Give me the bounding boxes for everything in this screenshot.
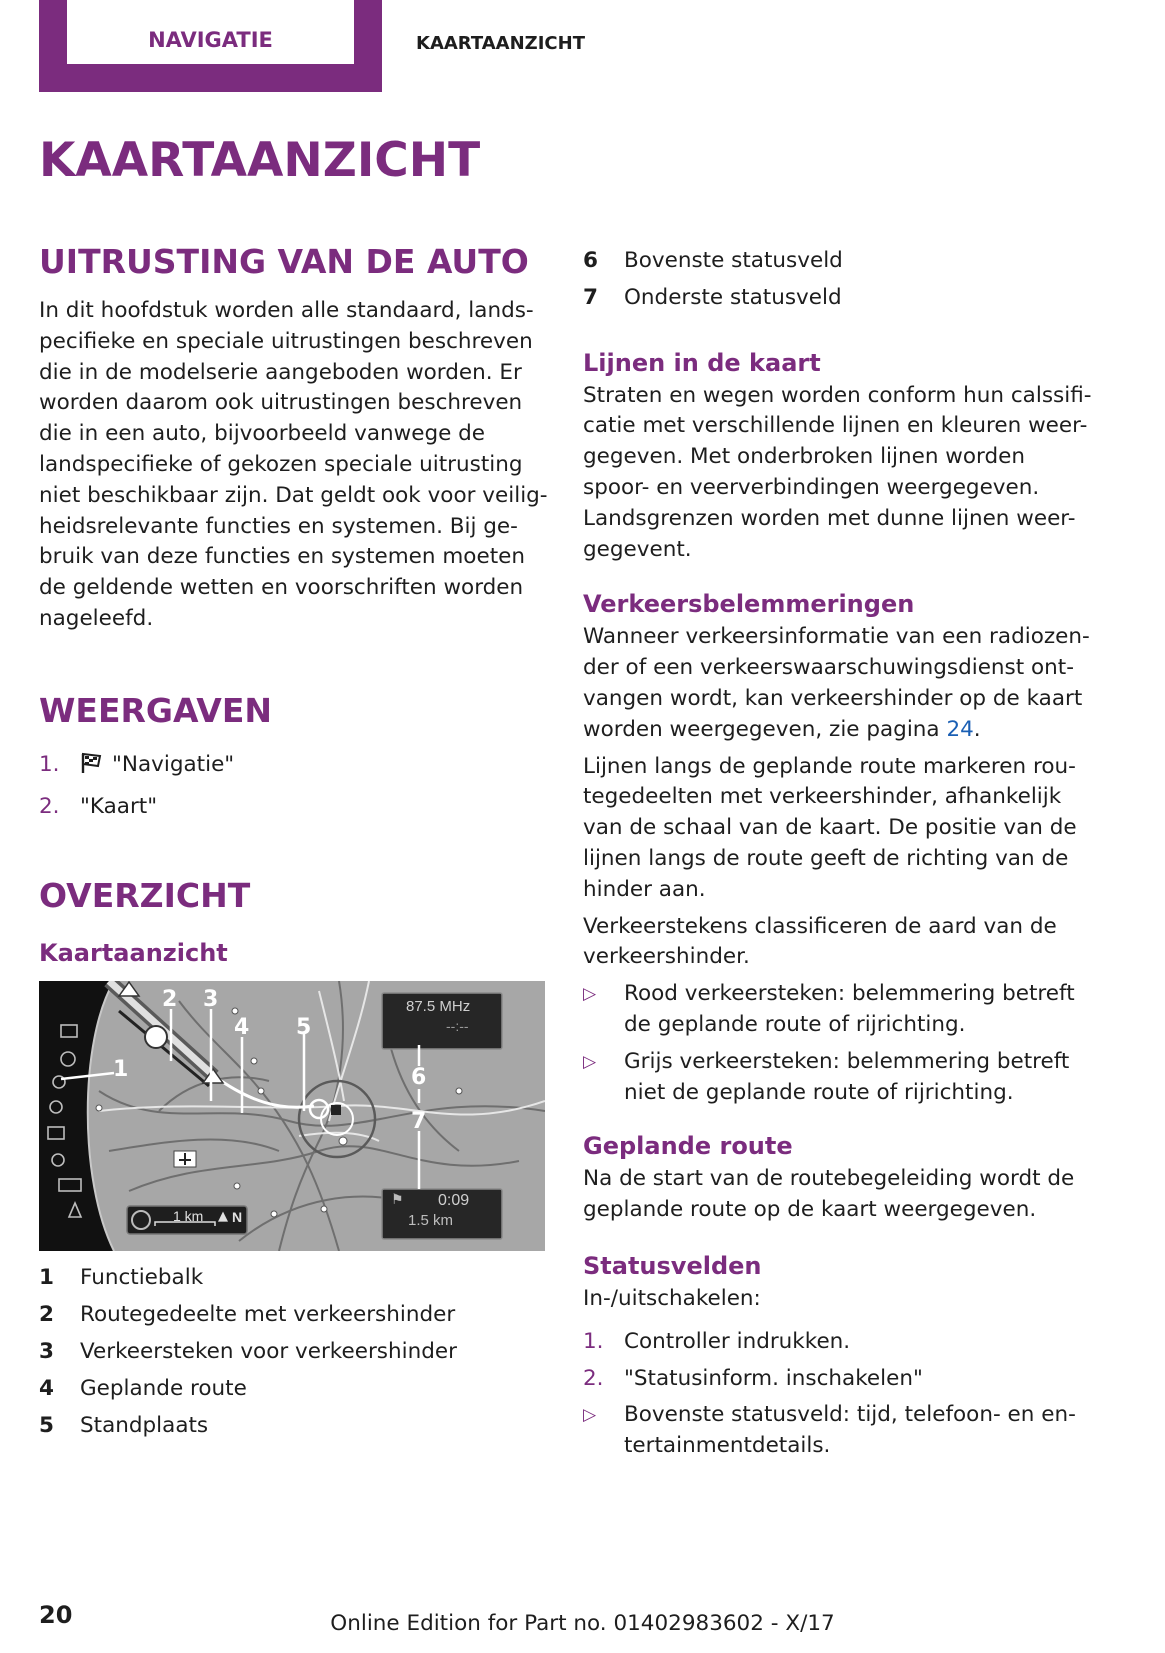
traffic-line: lijnen langs de route geeft de richting van de	[583, 845, 1069, 871]
overview-heading: OVERZICHT	[39, 876, 251, 916]
chapter-tab-label: NAVIGATIE	[148, 28, 273, 52]
views-steps	[39, 750, 549, 823]
north-arrow-icon: ▲	[218, 1209, 228, 1225]
status-intro: In-/uitschakelen:	[583, 1285, 761, 1311]
map-view-subheading: Kaartaanzicht	[39, 939, 228, 968]
route-line: Na de start van de routebegeleiding wordt de	[583, 1166, 1075, 1192]
status-step	[583, 1327, 1103, 1358]
equipment-line: bruik van deze functies en systemen moeten	[39, 544, 525, 570]
legend-text: Standplaats	[80, 1412, 209, 1438]
map-screenshot	[39, 981, 545, 1251]
legend-item	[583, 283, 1103, 314]
step-text: "Kaart"	[80, 793, 158, 819]
views-step	[39, 792, 549, 823]
map-legend	[39, 1263, 549, 1441]
legend-item	[39, 1337, 549, 1368]
legend-text: Onderste statusveld	[624, 284, 842, 310]
finish-flag-icon: ⚑	[391, 1192, 404, 1209]
legend-item	[39, 1411, 549, 1442]
triangle-bullet-icon: ▷	[583, 984, 597, 1005]
legend-number: 7	[583, 284, 598, 310]
step-number: 1.	[39, 751, 60, 777]
equipment-line: heidsrelevante functies en systemen. Bij ge-	[39, 513, 518, 539]
traffic-line: der of een verkeerswaarschuwingsdienst ont-	[583, 655, 1074, 681]
lines-line: catie met verschillende lijnen en kleuren weer-	[583, 413, 1088, 439]
lines-body	[583, 381, 1103, 566]
equipment-line: die in de modelserie aangeboden worden. Er	[39, 359, 522, 385]
route-line: geplande route op de kaart weergegeven.	[583, 1197, 1037, 1223]
page-number: 20	[39, 1601, 73, 1629]
callout-6: 6	[411, 1065, 427, 1091]
bullet-line: niet de geplande route of rijrichting.	[624, 1079, 1014, 1105]
lines-line: Landsgrenzen worden met dunne lijnen weer-	[583, 505, 1076, 531]
lines-line: gegevent.	[583, 536, 692, 562]
legend-item	[583, 246, 1103, 277]
lines-heading: Lijnen in de kaart	[583, 348, 821, 377]
traffic-line-text: worden weergegeven, zie pagina	[583, 716, 947, 742]
chapter-tab	[39, 0, 382, 92]
equipment-body	[39, 296, 549, 635]
left-column	[39, 242, 549, 1441]
traffic-line: hinder aan.	[583, 876, 706, 902]
triangle-bullet-icon: ▷	[583, 1051, 597, 1072]
callout-3: 3	[203, 987, 219, 1013]
running-head: KAARTAANZICHT	[416, 33, 585, 54]
equipment-line: landspecifieke of gekozen speciale uitrusting	[39, 451, 523, 477]
legend-number: 3	[39, 1338, 54, 1364]
route-heading: Geplande route	[583, 1132, 793, 1161]
lines-line: Straten en wegen worden conform hun calssifi-	[583, 382, 1092, 408]
traffic-line: Verkeerstekens classificeren de aard van de	[583, 913, 1057, 939]
bullet-item	[583, 979, 1103, 1041]
callout-5: 5	[296, 1015, 312, 1041]
legend-item	[39, 1263, 549, 1294]
lines-line: gegeven. Met onderbroken lijnen worden	[583, 444, 1026, 470]
chapter-tab-label-box	[67, 0, 354, 64]
status-step	[583, 1364, 1103, 1395]
map-legend-continued	[583, 246, 1103, 314]
lines-line: spoor- en veerverbindingen weergegeven.	[583, 474, 1040, 500]
legend-number: 5	[39, 1412, 54, 1438]
equipment-line: die in een auto, bijvoorbeeld vanwege de	[39, 421, 486, 447]
step-number: 2.	[39, 793, 60, 819]
eta-distance: 1.5 km	[408, 1212, 454, 1230]
legend-text: Routegedeelte met verkeershinder	[80, 1302, 456, 1328]
traffic-paragraph-1	[583, 622, 1103, 745]
legend-number: 1	[39, 1265, 54, 1291]
eta-time: 0:09	[438, 1192, 470, 1210]
bullet-line: Grijs verkeersteken: belemmering betreft	[624, 1048, 1070, 1074]
traffic-line: Lijnen langs de geplande route markeren rou-	[583, 753, 1076, 779]
right-column	[583, 246, 1103, 1462]
equipment-line: nageleefd.	[39, 605, 154, 631]
compass-label: N	[232, 1209, 243, 1226]
bullet-item	[583, 1047, 1103, 1109]
callout-2: 2	[162, 987, 178, 1013]
legend-number: 6	[583, 248, 598, 273]
step-number: 2.	[583, 1365, 604, 1391]
step-text: "Statusinform. inschakelen"	[624, 1365, 923, 1391]
traffic-line: vangen wordt, kan verkeershinder op de kaart	[583, 685, 1083, 711]
step-text: "Navigatie"	[112, 751, 235, 777]
legend-number: 4	[39, 1375, 54, 1401]
legend-number: 2	[39, 1302, 54, 1328]
traffic-line-last	[583, 715, 1103, 746]
navigation-flag-icon	[80, 752, 104, 784]
edition-footer: Online Edition for Part no. 01402983602 - X/17	[330, 1611, 835, 1636]
page-link[interactable]: 24	[946, 716, 974, 742]
route-body	[583, 1164, 1103, 1226]
status-heading: Statusvelden	[583, 1251, 762, 1280]
equipment-line: worden daarom ook uitrustingen beschreven	[39, 390, 523, 416]
radio-substatus: --:--	[446, 1018, 469, 1035]
legend-text: Verkeersteken voor verkeershinder	[80, 1338, 457, 1364]
radio-frequency: 87.5 MHz	[406, 998, 471, 1016]
legend-item	[39, 1374, 549, 1405]
period: .	[973, 716, 981, 742]
traffic-line: verkeershinder.	[583, 944, 750, 970]
legend-item	[39, 1300, 549, 1331]
bullet-line: de geplande route of rijrichting.	[624, 1011, 966, 1037]
status-bullets	[583, 1400, 1103, 1462]
status-steps	[583, 1327, 1103, 1395]
page-title: KAARTAANZICHT	[39, 133, 481, 188]
map-scale: 1 km	[173, 1208, 204, 1225]
legend-text: Geplande route	[80, 1375, 247, 1401]
views-step	[39, 750, 549, 784]
equipment-heading: UITRUSTING VAN DE AUTO	[39, 242, 529, 281]
map-graphic	[39, 981, 545, 1251]
equipment-line: pecifieke en speciale uitrustingen beschreven	[39, 328, 533, 354]
bullet-line: Rood verkeersteken: belemmering betreft	[624, 981, 1075, 1007]
triangle-bullet-icon: ▷	[583, 1405, 597, 1426]
equipment-line: niet beschikbaar zijn. Dat geldt ook voor veilig-	[39, 482, 548, 508]
traffic-paragraph-3	[583, 912, 1103, 974]
traffic-paragraph-2	[583, 752, 1103, 906]
equipment-line: In dit hoofdstuk worden alle standaard, lands-	[39, 298, 534, 323]
bullet-item	[583, 1400, 1103, 1462]
traffic-line: tegedeelten met verkeershinder, afhankelijk	[583, 784, 1062, 810]
callout-7: 7	[411, 1109, 427, 1135]
traffic-line: Wanneer verkeersinformatie van een radiozen-	[583, 624, 1090, 650]
legend-text: Functiebalk	[80, 1265, 204, 1291]
equipment-line: de geldende wetten en voorschriften worden	[39, 575, 524, 601]
traffic-bullets	[583, 979, 1103, 1108]
bullet-line: tertainmentdetails.	[624, 1433, 831, 1459]
callout-4: 4	[234, 1015, 250, 1041]
traffic-line: van de schaal van de kaart. De positie van de	[583, 815, 1077, 841]
traffic-heading: Verkeersbelemmeringen	[583, 590, 915, 619]
step-number: 1.	[583, 1328, 604, 1354]
bullet-line: Bovenste statusveld: tijd, telefoon- en en-	[624, 1402, 1076, 1428]
callout-1: 1	[113, 1057, 129, 1083]
views-heading: WEERGAVEN	[39, 690, 272, 730]
legend-text: Bovenste statusveld	[624, 248, 843, 273]
step-text: Controller indrukken.	[624, 1328, 851, 1354]
